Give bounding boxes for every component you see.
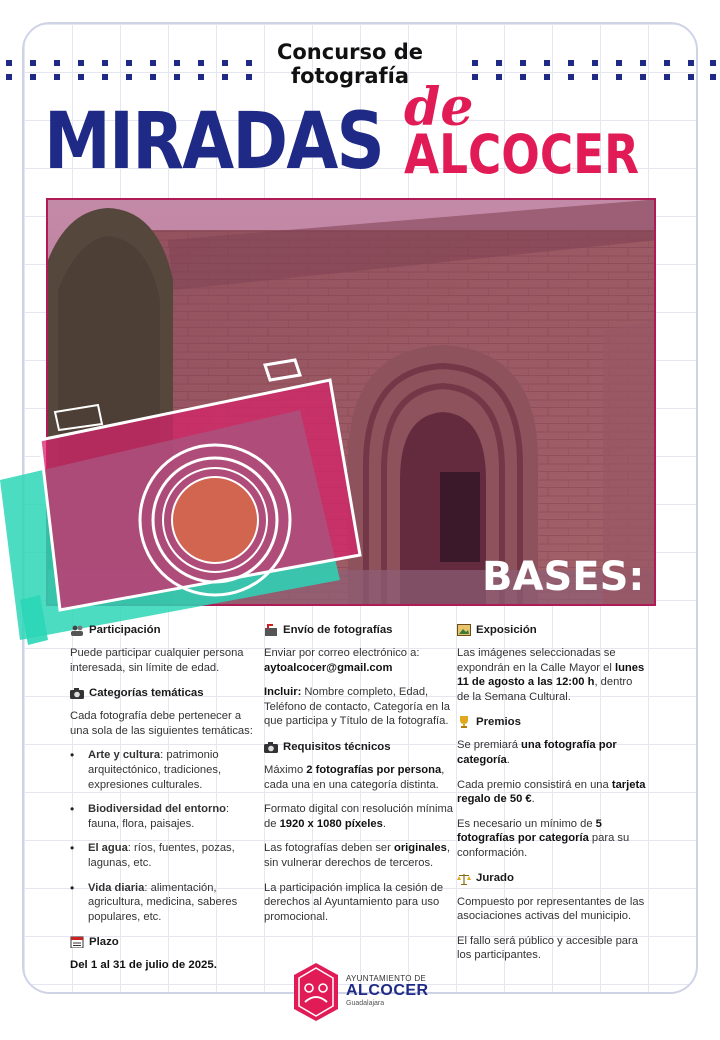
list-item: • El agua: ríos, fuentes, pozas, lagunas, etc. [70, 841, 260, 870]
email-link[interactable]: aytoalcocer@gmail.com [264, 661, 393, 674]
section-participacion-header [70, 622, 260, 638]
ayuntamiento-logo [292, 962, 442, 1024]
requisitos-p2: Formato digital con resolución mínima de 1920 x 1080 píxeles. [264, 803, 454, 830]
participacion-text: Puede participar cualquier persona interesada, sin límite de edad. [70, 647, 244, 674]
categorias-list [70, 748, 260, 924]
bases-label: BASES: [482, 554, 645, 600]
section-categorias-title: Categorías temáticas [89, 686, 204, 699]
section-premios-title: Premios [476, 716, 521, 729]
decorative-dots-right [452, 58, 720, 82]
subtitle-line-2: fotografía [290, 64, 410, 88]
logo-line-1: AYUNTAMIENTO DE [346, 974, 427, 983]
requisitos-p1: Máximo 2 fotografías por persona, cada una en una categoría distinta. [264, 763, 445, 791]
envio-text: Enviar por correo electrónico a: aytoalcocer@gmail.com [264, 647, 420, 674]
exposicion-text: Las imágenes seleccionadas se expondrán en la Calle Mayor el lunes 11 de agosto a las 12:00 h, dentro de la Semana Cultural. [457, 647, 645, 703]
mailbox-icon [264, 624, 278, 636]
section-envio-title: Envío de fotografías [283, 623, 393, 636]
list-item: • Vida diaria: alimentación, agricultura, medicina, saberes populares, etc. [70, 881, 260, 925]
column-right [457, 622, 647, 973]
camera-illustration [0, 340, 400, 660]
list-item: • Arte y cultura: patrimonio arquitectónico, tradiciones, expresiones culturales. [70, 748, 260, 792]
section-participacion-title: Participación [89, 623, 161, 636]
premios-p1: Se premiará una fotografía por categoría. [457, 739, 617, 766]
trophy-icon [457, 716, 471, 728]
requisitos-p4: La participación implica la cesión de derechos al Ayuntamiento para uso promocional. [264, 881, 444, 923]
decorative-dots-left [0, 58, 270, 82]
jurado-p2: El fallo será público y accesible para los participantes. [457, 934, 638, 962]
coat-of-arms-icon [292, 962, 340, 1022]
premios-p3: Es necesario un mínimo de 5 fotografías por categoría para su conformación. [457, 817, 630, 859]
requisitos-p3: Las fotografías deben ser originales, sin vulnerar derechos de terceros. [264, 842, 450, 869]
logo-line-2: ALCOCER [346, 982, 429, 999]
section-requisitos-title: Requisitos técnicos [283, 740, 391, 753]
categorias-intro: Cada fotografía debe pertenecer a una sola de las siguientes temáticas: [70, 710, 253, 737]
camera-icon [70, 687, 84, 699]
title-miradas: MIRADAS [44, 97, 384, 187]
jurado-p1: Compuesto por representantes de las asociaciones activas del municipio. [457, 895, 645, 923]
section-exposicion-title: Exposición [476, 623, 537, 636]
subtitle-line-1: Concurso de [276, 40, 424, 64]
section-envio-header [264, 622, 454, 638]
picture-icon [457, 624, 471, 636]
section-requisitos-header [264, 739, 454, 755]
title-de: de [404, 77, 474, 138]
section-plazo-title: Plazo [89, 936, 119, 949]
section-jurado-header [457, 871, 647, 887]
section-premios-header [457, 714, 647, 730]
scales-icon [457, 873, 471, 885]
section-plazo-header [70, 934, 260, 950]
envio-include: Incluir: Nombre completo, Edad, Teléfono de contacto, Categoría en la que participa y Título de la fotografía. [264, 686, 450, 728]
calendar-icon [70, 936, 84, 948]
logo-line-3: Guadalajara [346, 1000, 385, 1007]
title-alcocer: ALCOCER [404, 123, 640, 186]
camera-icon [264, 741, 278, 753]
section-exposicion-header [457, 622, 647, 638]
premios-p2: Cada premio consistirá en una tarjeta regalo de 50 €. [457, 778, 646, 806]
section-categorias-header [70, 685, 260, 701]
column-left [70, 622, 260, 973]
participants-icon [70, 624, 84, 636]
plazo-text: Del 1 al 31 de julio de 2025. [70, 959, 217, 972]
list-item: • Biodiversidad del entorno: fauna, flora, paisajes. [70, 802, 260, 831]
section-jurado-title: Jurado [476, 872, 514, 885]
column-middle [264, 622, 454, 934]
